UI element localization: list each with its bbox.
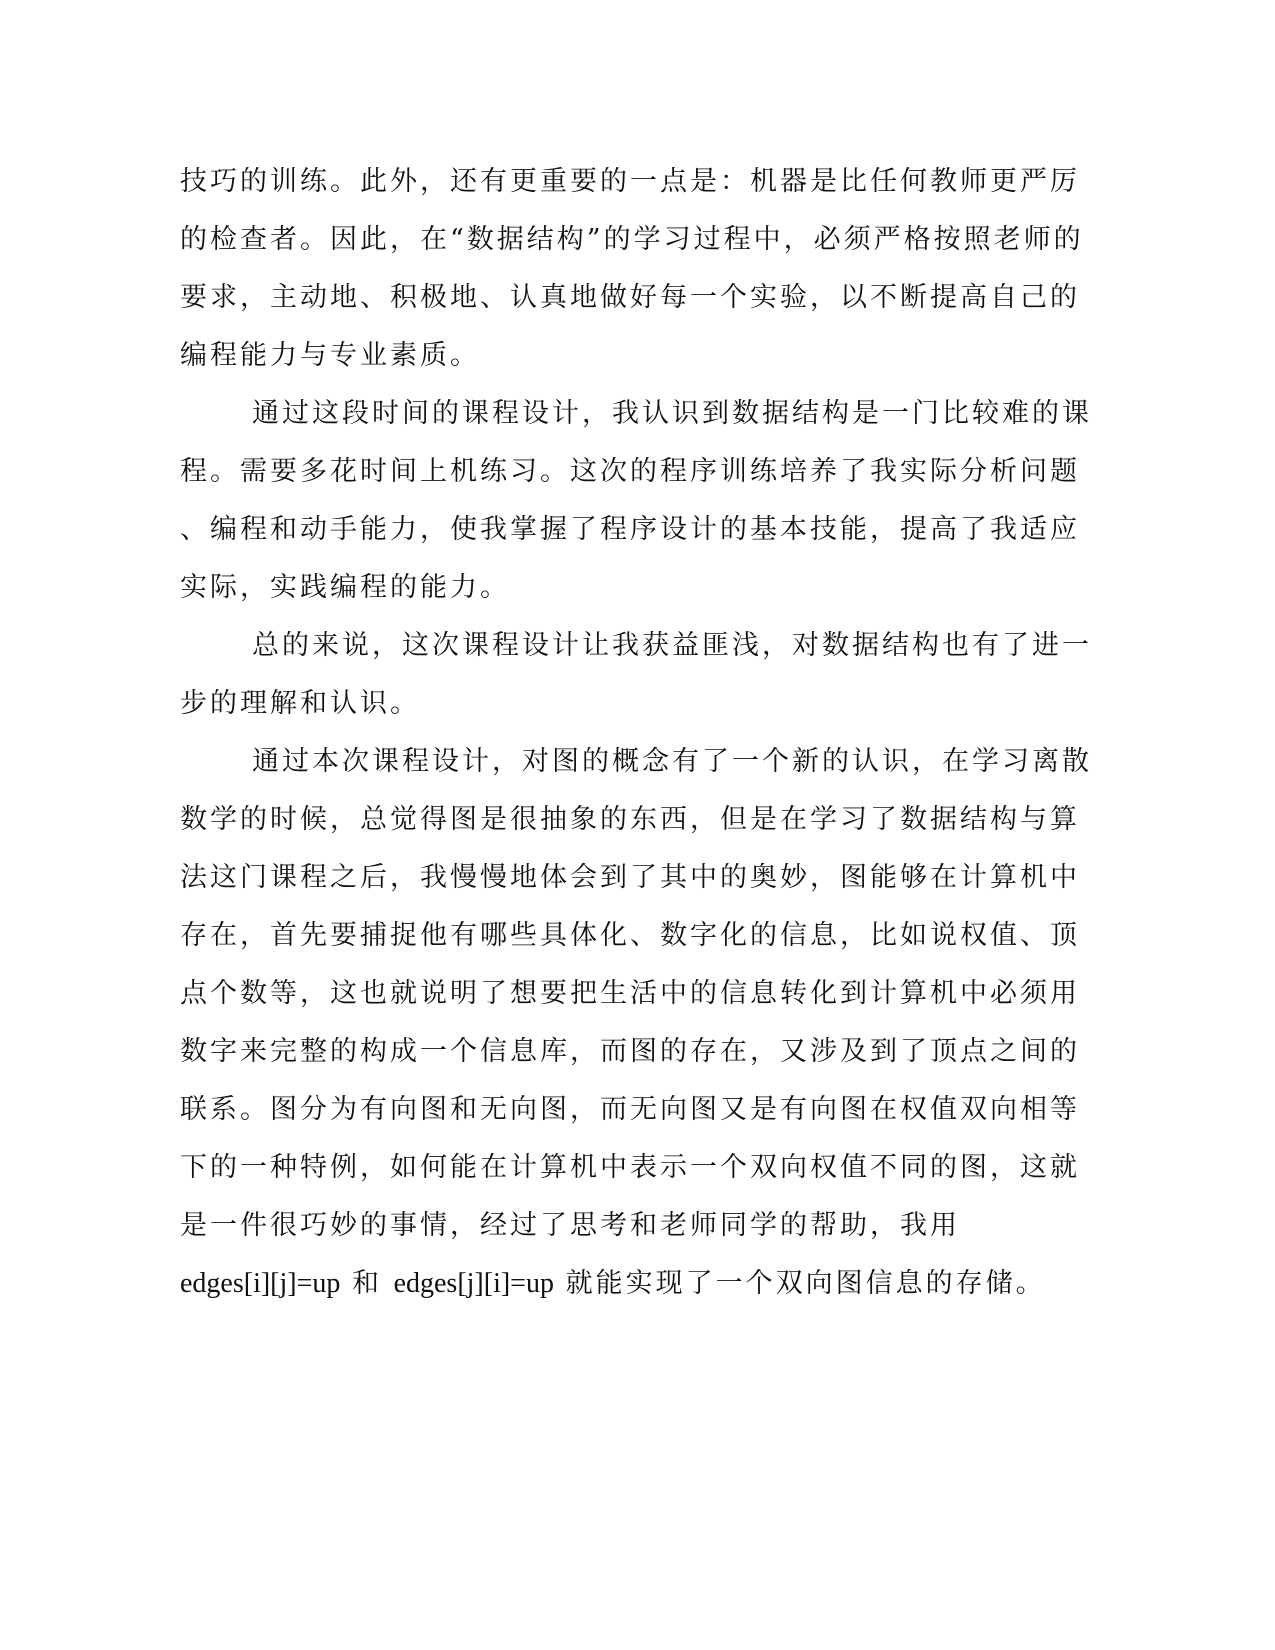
text-line: 点个数等，这也就说明了想要把生活中的信息转化到计算机中必须用 [180,978,1080,1009]
text-line: 总的来说，这次课程设计让我获益匪浅，对数据结构也有了进一 [252,630,1092,661]
text-line: 存在，首先要捕捉他有哪些具体化、数字化的信息，比如说权值、顶 [180,920,1080,951]
paragraph-4 [180,733,1092,1313]
document-body [180,153,1092,1313]
text-line: 数学的时候，总觉得图是很抽象的东西，但是在学习了数据结构与算 [180,804,1080,835]
text-line: 技巧的训练。此外，还有更重要的一点是：机器是比任何教师更严厉 [180,166,1080,197]
text-line: 法这门课程之后，我慢慢地体会到了其中的奥妙，图能够在计算机中 [180,862,1080,893]
text-line: 通过本次课程设计，对图的概念有了一个新的认识，在学习离散 [252,746,1092,777]
text-line: 联系。图分为有向图和无向图，而无向图又是有向图在权值双向相等 [180,1094,1080,1125]
joiner-text: 和 [340,1268,394,1299]
text-line-final [180,1255,1060,1313]
code-snippet: edges[j][i]=up [393,1268,554,1299]
code-snippet: edges[i][j]=up [180,1268,341,1299]
text-line: 数字来完整的构成一个信息库，而图的存在，又涉及到了顶点之间的 [180,1036,1080,1067]
text-line: 实际，实践编程的能力。 [180,572,510,603]
text-line: 编程能力与专业素质。 [180,340,480,371]
text-line: 程。需要多花时间上机练习。这次的程序训练培养了我实际分析问题 [180,456,1080,487]
paragraph-1 [180,153,1084,385]
text-line: 的检查者。因此，在“数据结构”的学习过程中，必须严格按照老师的 [180,224,1084,255]
text-line: 要求，主动地、积极地、认真地做好每一个实验，以不断提高自己的 [180,282,1080,313]
tail-text: 就能实现了一个双向图信息的存储。 [553,1268,1046,1299]
text-line: 、编程和动手能力，使我掌握了程序设计的基本技能，提高了我适应 [180,514,1080,545]
text-line: 通过这段时间的课程设计，我认识到数据结构是一门比较难的课 [252,398,1092,429]
text-line: 是一件很巧妙的事情，经过了思考和老师同学的帮助，我用 [180,1210,960,1241]
text-line: 步的理解和认识。 [180,688,420,719]
paragraph-2 [180,385,1092,617]
text-line: 下的一种特例，如何能在计算机中表示一个双向权值不同的图，这就 [180,1152,1080,1183]
paragraph-3 [180,617,1092,733]
